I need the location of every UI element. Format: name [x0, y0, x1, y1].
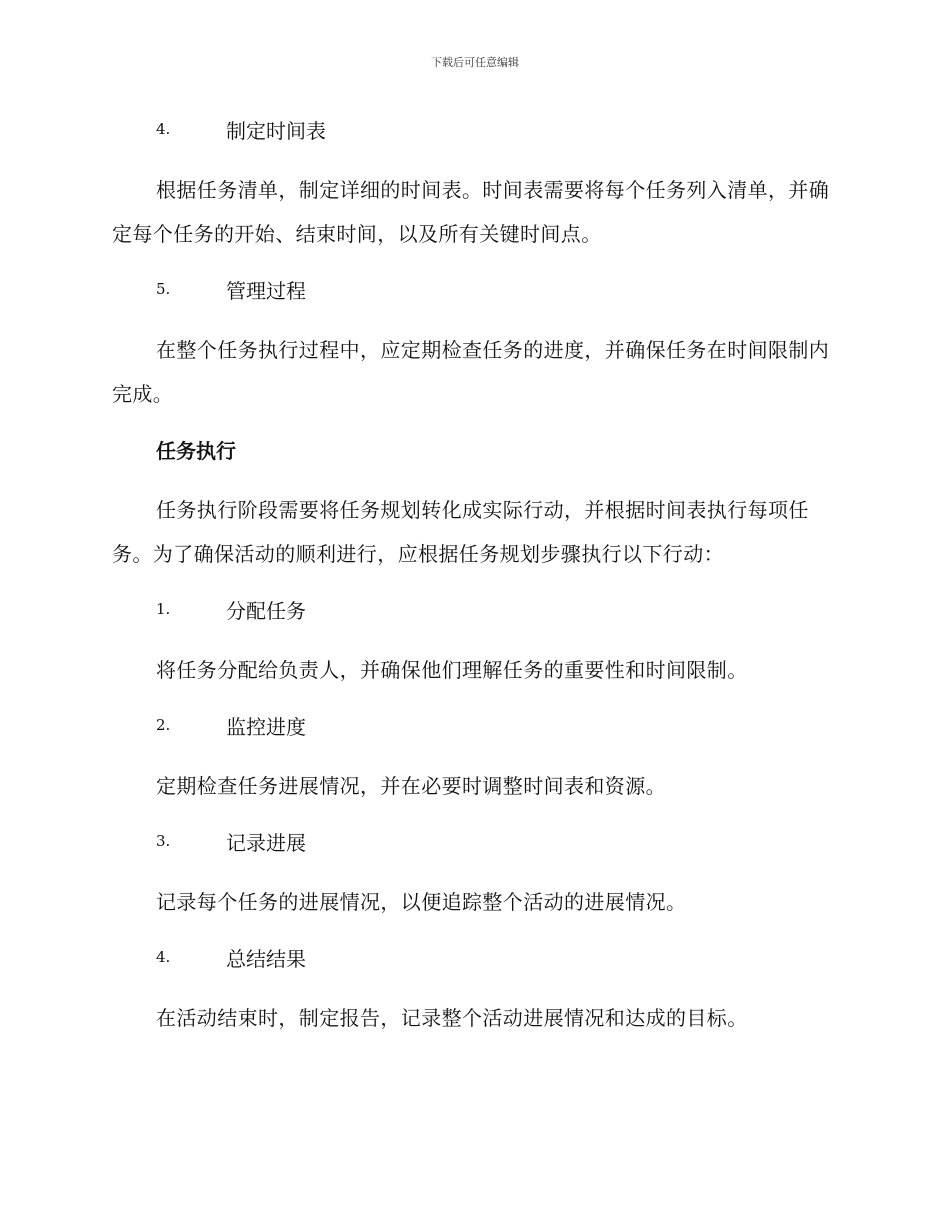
paragraph: 记录每个任务的进展情况，以便追踪整个活动的进展情况。 — [156, 890, 687, 914]
paragraph: 根据任务清单，制定详细的时间表。时间表需要将每个任务列入清单，并确定每个任务的开始、结束时间，以及所有关键时间点。 — [112, 178, 830, 246]
list-item-heading — [112, 938, 832, 976]
list-item-title: 监控进度 — [226, 714, 306, 739]
list-item-heading — [112, 110, 832, 148]
list-item-heading — [112, 706, 832, 744]
paragraph: 在整个任务执行过程中，应定期检查任务的进度，并确保任务在时间限制内完成。 — [112, 338, 830, 406]
list-item-title: 管理过程 — [226, 278, 306, 303]
list-item-title: 分配任务 — [226, 598, 306, 623]
list-item-number: 4. — [156, 120, 171, 138]
list-item-number: 5. — [156, 280, 171, 298]
paragraph: 任务执行阶段需要将任务规划转化成实际行动，并根据时间表执行每项任务。为了确保活动的顺利进行，应根据任务规划步骤执行以下行动： — [112, 498, 809, 566]
header-note: 下载后可任意编辑 — [431, 56, 519, 69]
list-item-heading — [112, 822, 832, 860]
list-item-heading — [112, 590, 832, 628]
list-item-number: 2. — [156, 716, 171, 734]
list-item-title: 制定时间表 — [226, 118, 326, 143]
paragraph: 将任务分配给负责人，并确保他们理解任务的重要性和时间限制。 — [156, 658, 748, 682]
list-item-title: 总结结果 — [226, 946, 306, 971]
paragraph: 定期检查任务进展情况，并在必要时调整时间表和资源。 — [156, 774, 666, 798]
section-heading: 任务执行 — [156, 438, 236, 463]
paragraph: 在活动结束时，制定报告，记录整个活动进展情况和达成的目标。 — [156, 1006, 748, 1030]
list-item-number: 3. — [156, 832, 171, 850]
document-body — [112, 110, 832, 1054]
list-item-title: 记录进展 — [226, 830, 306, 855]
list-item-number: 1. — [156, 600, 171, 618]
list-item-number: 4. — [156, 948, 171, 966]
list-item-heading — [112, 270, 832, 308]
